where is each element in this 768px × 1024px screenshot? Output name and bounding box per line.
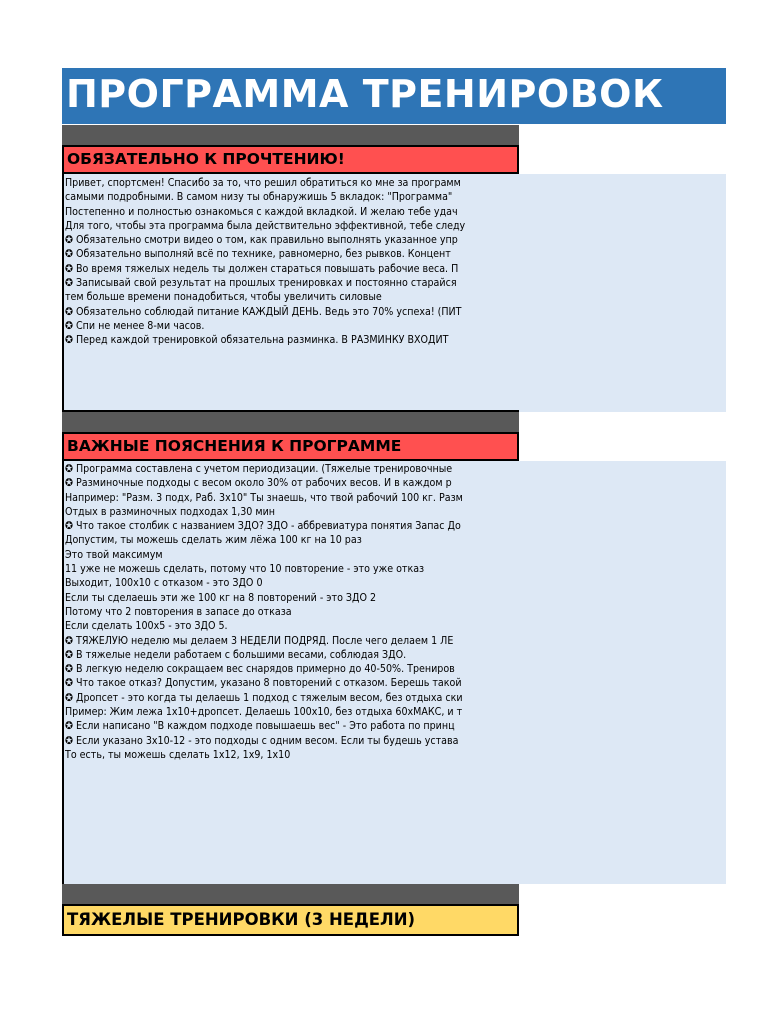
notes-line: Если сделать 100х5 - это ЗДО 5. bbox=[65, 620, 228, 633]
notes-line: Выходит, 100х10 с отказом - это ЗДО 0 bbox=[65, 577, 263, 590]
notes-line: ✪ Программа составлена с учетом периодизации. (Тяжелые тренировочные bbox=[65, 463, 453, 475]
notes-line: То есть, ты можешь сделать 1х12, 1х9, 1х10 bbox=[65, 748, 291, 761]
must-read-line: ✪ Обязательно соблюдай питание КАЖДЫЙ ДЕНЬ. Ведь это 70% успеха! (ПИТ bbox=[65, 305, 462, 318]
must-read-line: Постепенно и полностью ознакомься с каждой вкладкой. И желаю тебе удач bbox=[65, 205, 458, 218]
notes-line: ✪ Что такое отказ? Допустим, указано 8 повторений с отказом. Берешь такой bbox=[65, 677, 462, 690]
notes-line: ✪ Если написано "В каждом подходе повышаешь вес" - Это работа по принц bbox=[65, 720, 455, 733]
notes-line: Пример: Жим лежа 1х10+дропсет. Делаешь 100х10, без отдыха 60хМАКС, и т bbox=[65, 706, 463, 719]
must-read-line: Для того, чтобы эта программа была действительно эффективной, тебе следу bbox=[65, 219, 466, 232]
notes-lines bbox=[62, 462, 519, 762]
notes-line: Это твой максимум bbox=[65, 548, 163, 561]
notes-body bbox=[62, 462, 519, 882]
heavy-header-label: ТЯЖЕЛЫЕ ТРЕНИРОВКИ (3 НЕДЕЛИ) bbox=[67, 910, 416, 929]
must-read-body bbox=[62, 176, 519, 412]
notes-line: ✪ Что такое столбик с названием ЗДО? ЗДО - аббревиатура понятия Запас До bbox=[65, 520, 461, 533]
notes-line: Если ты сделаешь эти же 100 кг на 8 повторений - это ЗДО 2 bbox=[65, 591, 377, 604]
must-read-line: ✪ Спи не менее 8-ми часов. bbox=[65, 319, 205, 332]
grey-separator-middle bbox=[62, 410, 519, 434]
must-read-line: ✪ Во время тяжелых недель ты должен стараться повышать рабочие веса. П bbox=[65, 262, 459, 275]
must-read-header-label: ОБЯЗАТЕЛЬНО К ПРОЧТЕНИЮ! bbox=[67, 150, 345, 168]
notes-line: ✪ ТЯЖЕЛУЮ неделю мы делаем 3 НЕДЕЛИ ПОДРЯД. После чего делаем 1 ЛЕ bbox=[65, 634, 454, 647]
must-read-line: самыми подробными. В самом низу ты обнаружишь 5 вкладок: "Программа" bbox=[65, 191, 453, 204]
must-read-header bbox=[62, 145, 519, 174]
must-read-line: ✪ Перед каждой тренировкой обязательна разминка. В РАЗМИНКУ ВХОДИТ bbox=[65, 334, 449, 347]
notes-line: ✪ В тяжелые недели работаем с большими весами, соблюдая ЗДО. bbox=[65, 648, 407, 661]
title-band bbox=[62, 68, 726, 124]
notes-line: ✪ Дропсет - это когда ты делаешь 1 подход с тяжелым весом, без отдыха ски bbox=[65, 691, 463, 704]
must-read-lines bbox=[62, 176, 519, 348]
must-read-line: ✪ Обязательно смотри видео о том, как правильно выполнять указанное упр bbox=[65, 234, 458, 247]
notes-line: Отдых в разминочных подходах 1,30 мин bbox=[65, 505, 276, 518]
must-read-line: Привет, спортсмен! Спасибо за то, что решил обратиться ко мне за программ bbox=[65, 177, 461, 189]
notes-line: ✪ В легкую неделю сокращаем вес снарядов примерно до 40-50%. Трениров bbox=[65, 663, 455, 676]
grey-separator-top bbox=[62, 125, 519, 145]
notes-header-label: ВАЖНЫЕ ПОЯСНЕНИЯ К ПРОГРАММЕ bbox=[67, 437, 402, 455]
heavy-header bbox=[62, 904, 519, 936]
grey-separator-bottom bbox=[62, 884, 519, 904]
notes-line: 11 уже не можешь сделать, потому что 10 повторение - это уже отказ bbox=[65, 563, 425, 576]
must-read-line: ✪ Записывай свой результат на прошлых тренировках и постоянно старайся bbox=[65, 277, 457, 290]
notes-line: ✪ Разминочные подходы с весом около 30% от рабочих весов. И в каждом р bbox=[65, 477, 452, 490]
must-read-line: тем больше времени понадобиться, чтобы увеличить силовые bbox=[65, 291, 382, 304]
notes-line: Потому что 2 повторения в запасе до отказа bbox=[65, 605, 292, 618]
notes-line: Например: "Разм. 3 подх, Раб. 3х10" Ты знаешь, что твой рабочий 100 кг. Разм bbox=[65, 491, 463, 504]
must-read-line: ✪ Обязательно выполняй всё по технике, равномерно, без рывков. Концент bbox=[65, 248, 451, 261]
notes-line: ✪ Если указано 3х10-12 - это подходы с одним весом. Если ты будешь устава bbox=[65, 734, 459, 747]
notes-header bbox=[62, 432, 519, 461]
notes-line: Допустим, ты можешь сделать жим лёжа 100 кг на 10 раз bbox=[65, 534, 362, 547]
page-title: ПРОГРАММА ТРЕНИРОВОК bbox=[66, 72, 664, 116]
